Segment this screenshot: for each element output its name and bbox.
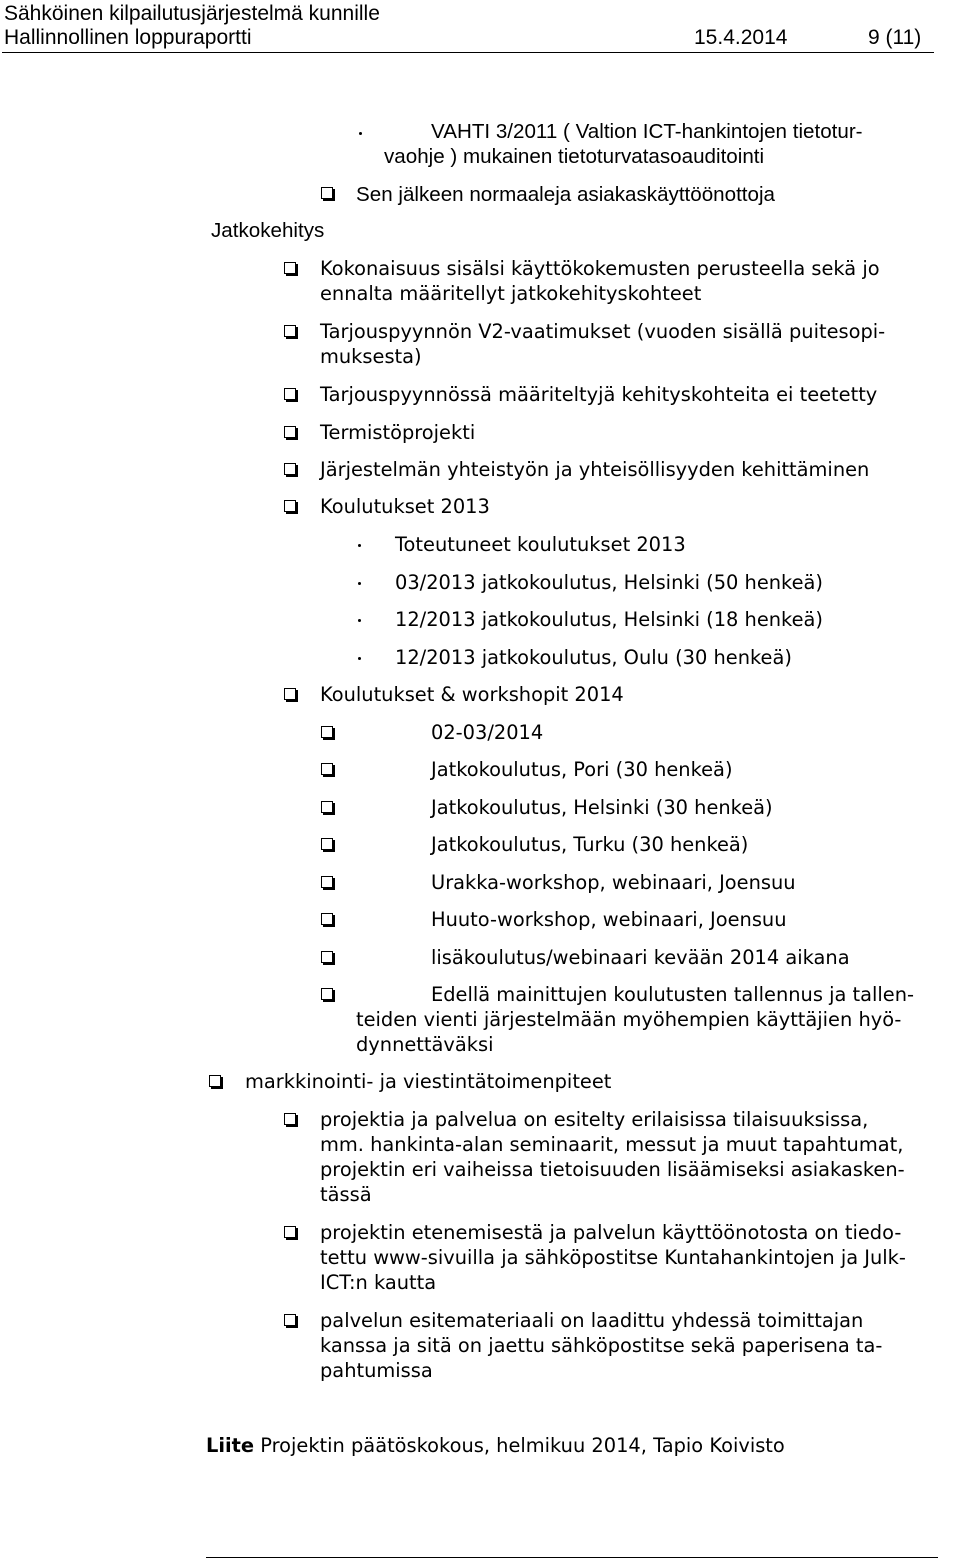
appendix-label: Liite — [206, 1434, 255, 1457]
checkbox-icon — [284, 426, 296, 438]
training-2013-item: 03/2013 jatkokoulutus, Helsinki (50 henkeä) — [395, 571, 823, 594]
dev-item-5: Järjestelmän yhteistyön ja yhteisöllisyyden kehittäminen — [320, 458, 870, 481]
marketing-item-2-line-3: ICT:n kautta — [320, 1271, 437, 1294]
dev-item-6: Koulutukset 2013 — [320, 495, 490, 518]
workshop-item: Jatkokoulutus, Pori (30 henkeä) — [431, 758, 733, 781]
dev-item-2-line-2: muksesta) — [320, 345, 422, 368]
checkbox-icon — [284, 463, 296, 475]
bullet-icon — [358, 582, 361, 585]
appendix-text: Projektin päätöskokous, helmikuu 2014, Tapio Koivisto — [260, 1434, 785, 1457]
marketing-item-1-line-2: mm. hankinta-alan seminaarit, messut ja muut tapahtumat, — [320, 1133, 904, 1156]
dev-item-4: Termistöprojekti — [320, 421, 476, 444]
checkbox-icon — [321, 763, 333, 775]
training-2013-item: 12/2013 jatkokoulutus, Helsinki (18 henkeä) — [395, 608, 823, 631]
recording-line-1: Edellä mainittujen koulutusten tallennus ja tallen- — [431, 983, 914, 1006]
checkbox-icon — [321, 838, 333, 850]
workshop-item: Urakka-workshop, webinaari, Joensuu — [431, 871, 796, 894]
training-2013-item: Toteutuneet koulutukset 2013 — [395, 533, 686, 556]
training-2013-item: 12/2013 jatkokoulutus, Oulu (30 henkeä) — [395, 646, 792, 669]
checkbox-icon — [284, 500, 296, 512]
dev-item-3: Tarjouspyynnössä määriteltyjä kehityskohteita ei teetetty — [320, 383, 878, 406]
checkbox-icon — [321, 951, 333, 963]
report-type: Hallinnollinen loppuraportti — [4, 26, 252, 49]
bullet-icon — [358, 544, 361, 547]
marketing-item-1-line-4: tässä — [320, 1183, 372, 1206]
checkbox-icon — [321, 988, 333, 1000]
footer-divider — [206, 1557, 938, 1558]
marketing-item-3-line-2: kanssa ja sitä on jaettu sähköpostitse sekä paperisena ta- — [320, 1334, 883, 1357]
checkbox-icon — [284, 262, 296, 274]
checkbox-icon — [284, 688, 296, 700]
checkbox-icon — [321, 726, 333, 738]
bullet-icon — [358, 619, 361, 622]
checkbox-icon — [321, 876, 333, 888]
workshop-item: Jatkokoulutus, Turku (30 henkeä) — [431, 833, 749, 856]
marketing-item-2-line-2: tettu www-sivuilla ja sähköpostitse Kuntahankintojen ja Julk- — [320, 1246, 906, 1269]
after-pilot-item: Sen jälkeen normaaleja asiakaskäyttöönottoja — [356, 183, 776, 206]
marketing-item-1-line-1: projektia ja palvelua on esitelty erilaisissa tilaisuuksissa, — [320, 1108, 869, 1131]
header-divider — [2, 52, 934, 53]
workshops-title: Koulutukset & workshopit 2014 — [320, 683, 624, 706]
checkbox-icon — [284, 1314, 296, 1326]
doc-title: Sähköinen kilpailutusjärjestelmä kunnille — [4, 2, 380, 25]
checkbox-icon — [321, 801, 333, 813]
vahti-line-2: vaohje ) mukainen tietoturvatasoauditointi — [384, 145, 765, 168]
vahti-line-1: VAHTI 3/2011 ( Valtion ICT-hankintojen tietotur- — [431, 120, 863, 143]
section-title: Jatkokehitys — [211, 219, 325, 242]
bullet-icon — [359, 132, 362, 135]
checkbox-icon — [209, 1075, 221, 1087]
appendix-line — [206, 1433, 785, 1458]
bullet-icon — [358, 657, 361, 660]
checkbox-icon — [321, 187, 333, 199]
dev-item-1-line-2: ennalta määritellyt jatkokehityskohteet — [320, 282, 702, 305]
marketing-title: markkinointi- ja viestintätoimenpiteet — [245, 1070, 612, 1093]
workshop-item: lisäkoulutus/webinaari kevään 2014 aikana — [431, 946, 850, 969]
report-date: 15.4.2014 — [694, 26, 788, 49]
marketing-item-3-line-3: pahtumissa — [320, 1359, 433, 1382]
dev-item-1-line-1: Kokonaisuus sisälsi käyttökokemusten perusteella sekä jo — [320, 257, 880, 280]
dev-item-2-line-1: Tarjouspyynnön V2-vaatimukset (vuoden sisällä puitesopi- — [320, 320, 886, 343]
checkbox-icon — [321, 913, 333, 925]
checkbox-icon — [284, 1113, 296, 1125]
marketing-item-3-line-1: palvelun esitemateriaali on laadittu yhdessä toimittajan — [320, 1309, 864, 1332]
checkbox-icon — [284, 325, 296, 337]
recording-line-3: dynnettäväksi — [356, 1033, 494, 1056]
workshop-item: 02-03/2014 — [431, 721, 544, 744]
page-number: 9 (11) — [868, 26, 922, 49]
checkbox-icon — [284, 388, 296, 400]
workshop-item: Jatkokoulutus, Helsinki (30 henkeä) — [431, 796, 773, 819]
recording-line-2: teiden vienti järjestelmään myöhempien käyttäjien hyö- — [356, 1008, 902, 1031]
checkbox-icon — [284, 1226, 296, 1238]
marketing-item-1-line-3: projektin eri vaiheissa tietoisuuden lisäämiseksi asiakasken- — [320, 1158, 905, 1181]
workshop-item: Huuto-workshop, webinaari, Joensuu — [431, 908, 787, 931]
marketing-item-2-line-1: projektin etenemisestä ja palvelun käyttöönotosta on tiedo- — [320, 1221, 902, 1244]
